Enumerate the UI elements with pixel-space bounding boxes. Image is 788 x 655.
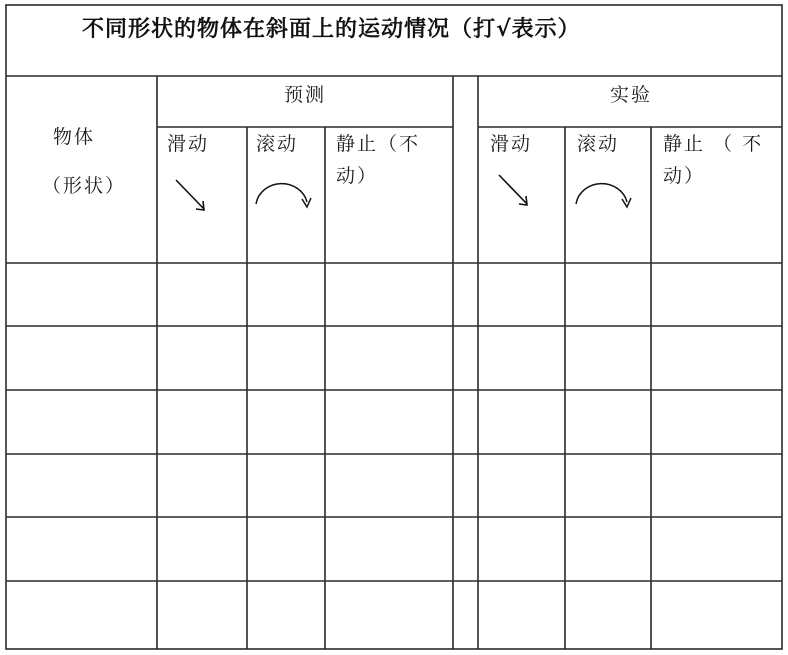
col-header-slide: 滑动 xyxy=(167,133,210,155)
check-cell[interactable] xyxy=(479,455,564,516)
check-cell[interactable] xyxy=(652,455,781,516)
object-name-cell[interactable] xyxy=(7,264,156,325)
col-header-still: 静止 （ 不 xyxy=(663,133,764,155)
check-cell[interactable] xyxy=(566,455,650,516)
object-name-cell[interactable] xyxy=(7,518,156,580)
group-header-experiment: 实验 xyxy=(610,84,653,106)
check-cell[interactable] xyxy=(248,582,324,648)
check-cell[interactable] xyxy=(248,327,324,389)
check-cell[interactable] xyxy=(652,264,781,325)
roll-arc-icon xyxy=(576,184,631,207)
col-header-roll: 滚动 xyxy=(577,133,620,155)
roll-arc-icon xyxy=(256,184,311,207)
check-cell[interactable] xyxy=(248,391,324,453)
col-header-slide: 滑动 xyxy=(490,133,533,155)
check-cell[interactable] xyxy=(566,391,650,453)
table-title: 不同形状的物体在斜面上的运动情况（打√表示） xyxy=(82,17,581,42)
check-cell[interactable] xyxy=(652,518,781,580)
row-header-label: 物体 xyxy=(53,126,96,148)
col-header-roll: 滚动 xyxy=(256,133,299,155)
check-cell[interactable] xyxy=(326,391,452,453)
check-cell[interactable] xyxy=(158,327,246,389)
check-cell[interactable] xyxy=(479,582,564,648)
check-cell[interactable] xyxy=(326,327,452,389)
col-header-still-cont: 动） xyxy=(663,165,706,187)
slide-arrow-icon xyxy=(499,175,527,205)
check-cell[interactable] xyxy=(479,327,564,389)
object-name-cell[interactable] xyxy=(7,582,156,648)
check-cell[interactable] xyxy=(248,455,324,516)
check-cell[interactable] xyxy=(326,264,452,325)
check-cell[interactable] xyxy=(326,582,452,648)
check-cell[interactable] xyxy=(479,264,564,325)
check-cell[interactable] xyxy=(652,391,781,453)
check-cell[interactable] xyxy=(566,264,650,325)
object-name-cell[interactable] xyxy=(7,391,156,453)
object-name-cell[interactable] xyxy=(7,327,156,389)
check-cell[interactable] xyxy=(158,518,246,580)
col-header-still: 静止（不 xyxy=(336,133,421,155)
check-cell[interactable] xyxy=(566,327,650,389)
check-cell[interactable] xyxy=(326,518,452,580)
slide-arrow-icon xyxy=(176,180,204,210)
check-cell[interactable] xyxy=(248,518,324,580)
check-cell[interactable] xyxy=(158,582,246,648)
object-name-cell[interactable] xyxy=(7,455,156,516)
check-cell[interactable] xyxy=(248,264,324,325)
row-header-sublabel: （形状） xyxy=(42,175,127,197)
check-cell[interactable] xyxy=(479,391,564,453)
check-cell[interactable] xyxy=(158,391,246,453)
check-cell[interactable] xyxy=(326,455,452,516)
group-header-prediction: 预测 xyxy=(284,84,327,106)
check-cell[interactable] xyxy=(479,518,564,580)
check-cell[interactable] xyxy=(652,327,781,389)
check-cell[interactable] xyxy=(566,518,650,580)
check-cell[interactable] xyxy=(566,582,650,648)
check-cell[interactable] xyxy=(652,582,781,648)
check-cell[interactable] xyxy=(158,264,246,325)
col-header-still-cont: 动） xyxy=(336,165,379,187)
check-cell[interactable] xyxy=(158,455,246,516)
